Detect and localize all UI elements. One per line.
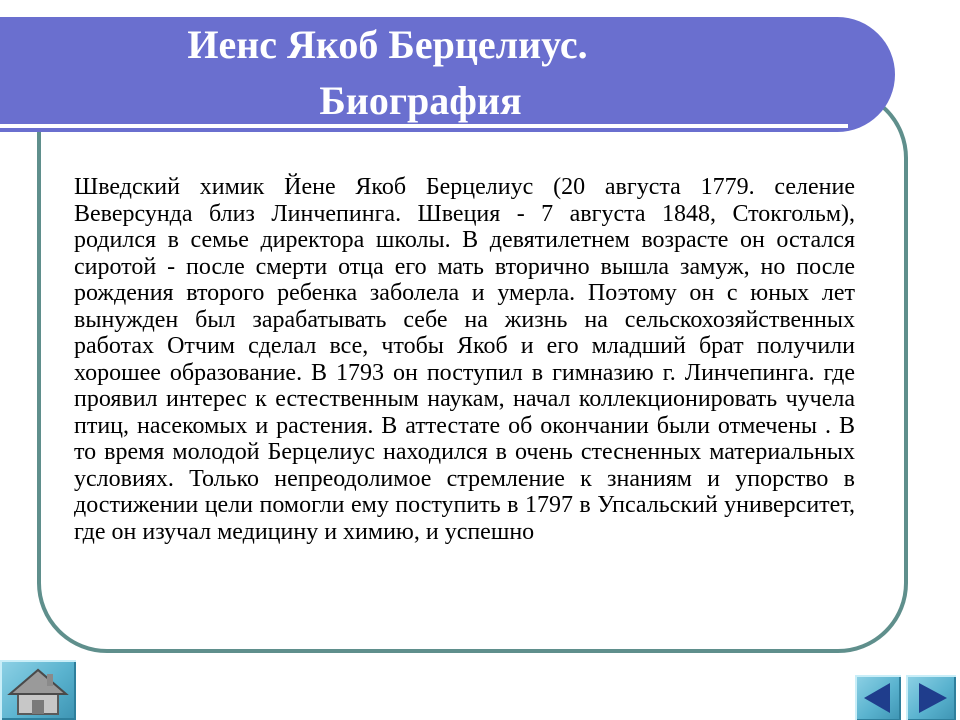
next-slide-button[interactable] <box>906 675 956 720</box>
biography-text: Шведский химик Йене Якоб Берцелиус (20 августа 1779. селение Веверсунда близ Линчепинга. Швеция - 7 августа 1848, Стокгольм), родился в семье директора школы. В девятилетнем возрасте он остался сиротой - после смерти отца его мать вторично вышла замуж, но после рождения второго ребенка заболела и умерла. Поэтому он с юных лет вынужден был зарабатывать себе на жизнь на сельскохозяйственных работах Отчим сделал все, чтобы Якоб и его младший брат получили хорошее образование. В 1793 он поступил в гимназию г. Линчепинга. где проявил интерес к естественным наукам, начал коллекционировать чучела птиц, насекомых и растения. В аттестате об окончании были отмечены . В то время молодой Берцелиус находился в очень стесненных материальных условиях. Только непреодолимое стремление к знаниям и упорство в достижении цели помогли ему поступить в 1797 в Упсальский университет, где он изучал медицину и химию, и успешно <box>74 174 855 545</box>
arrow-right-icon <box>906 675 956 720</box>
title-line-1: Иенс Якоб Берцелиус. <box>187 22 588 67</box>
title-line-2: Биография <box>319 78 522 123</box>
slide-title <box>0 17 775 129</box>
home-icon <box>0 660 76 720</box>
arrow-left-icon <box>855 675 901 720</box>
previous-slide-button[interactable] <box>855 675 901 720</box>
home-button[interactable] <box>0 660 76 720</box>
